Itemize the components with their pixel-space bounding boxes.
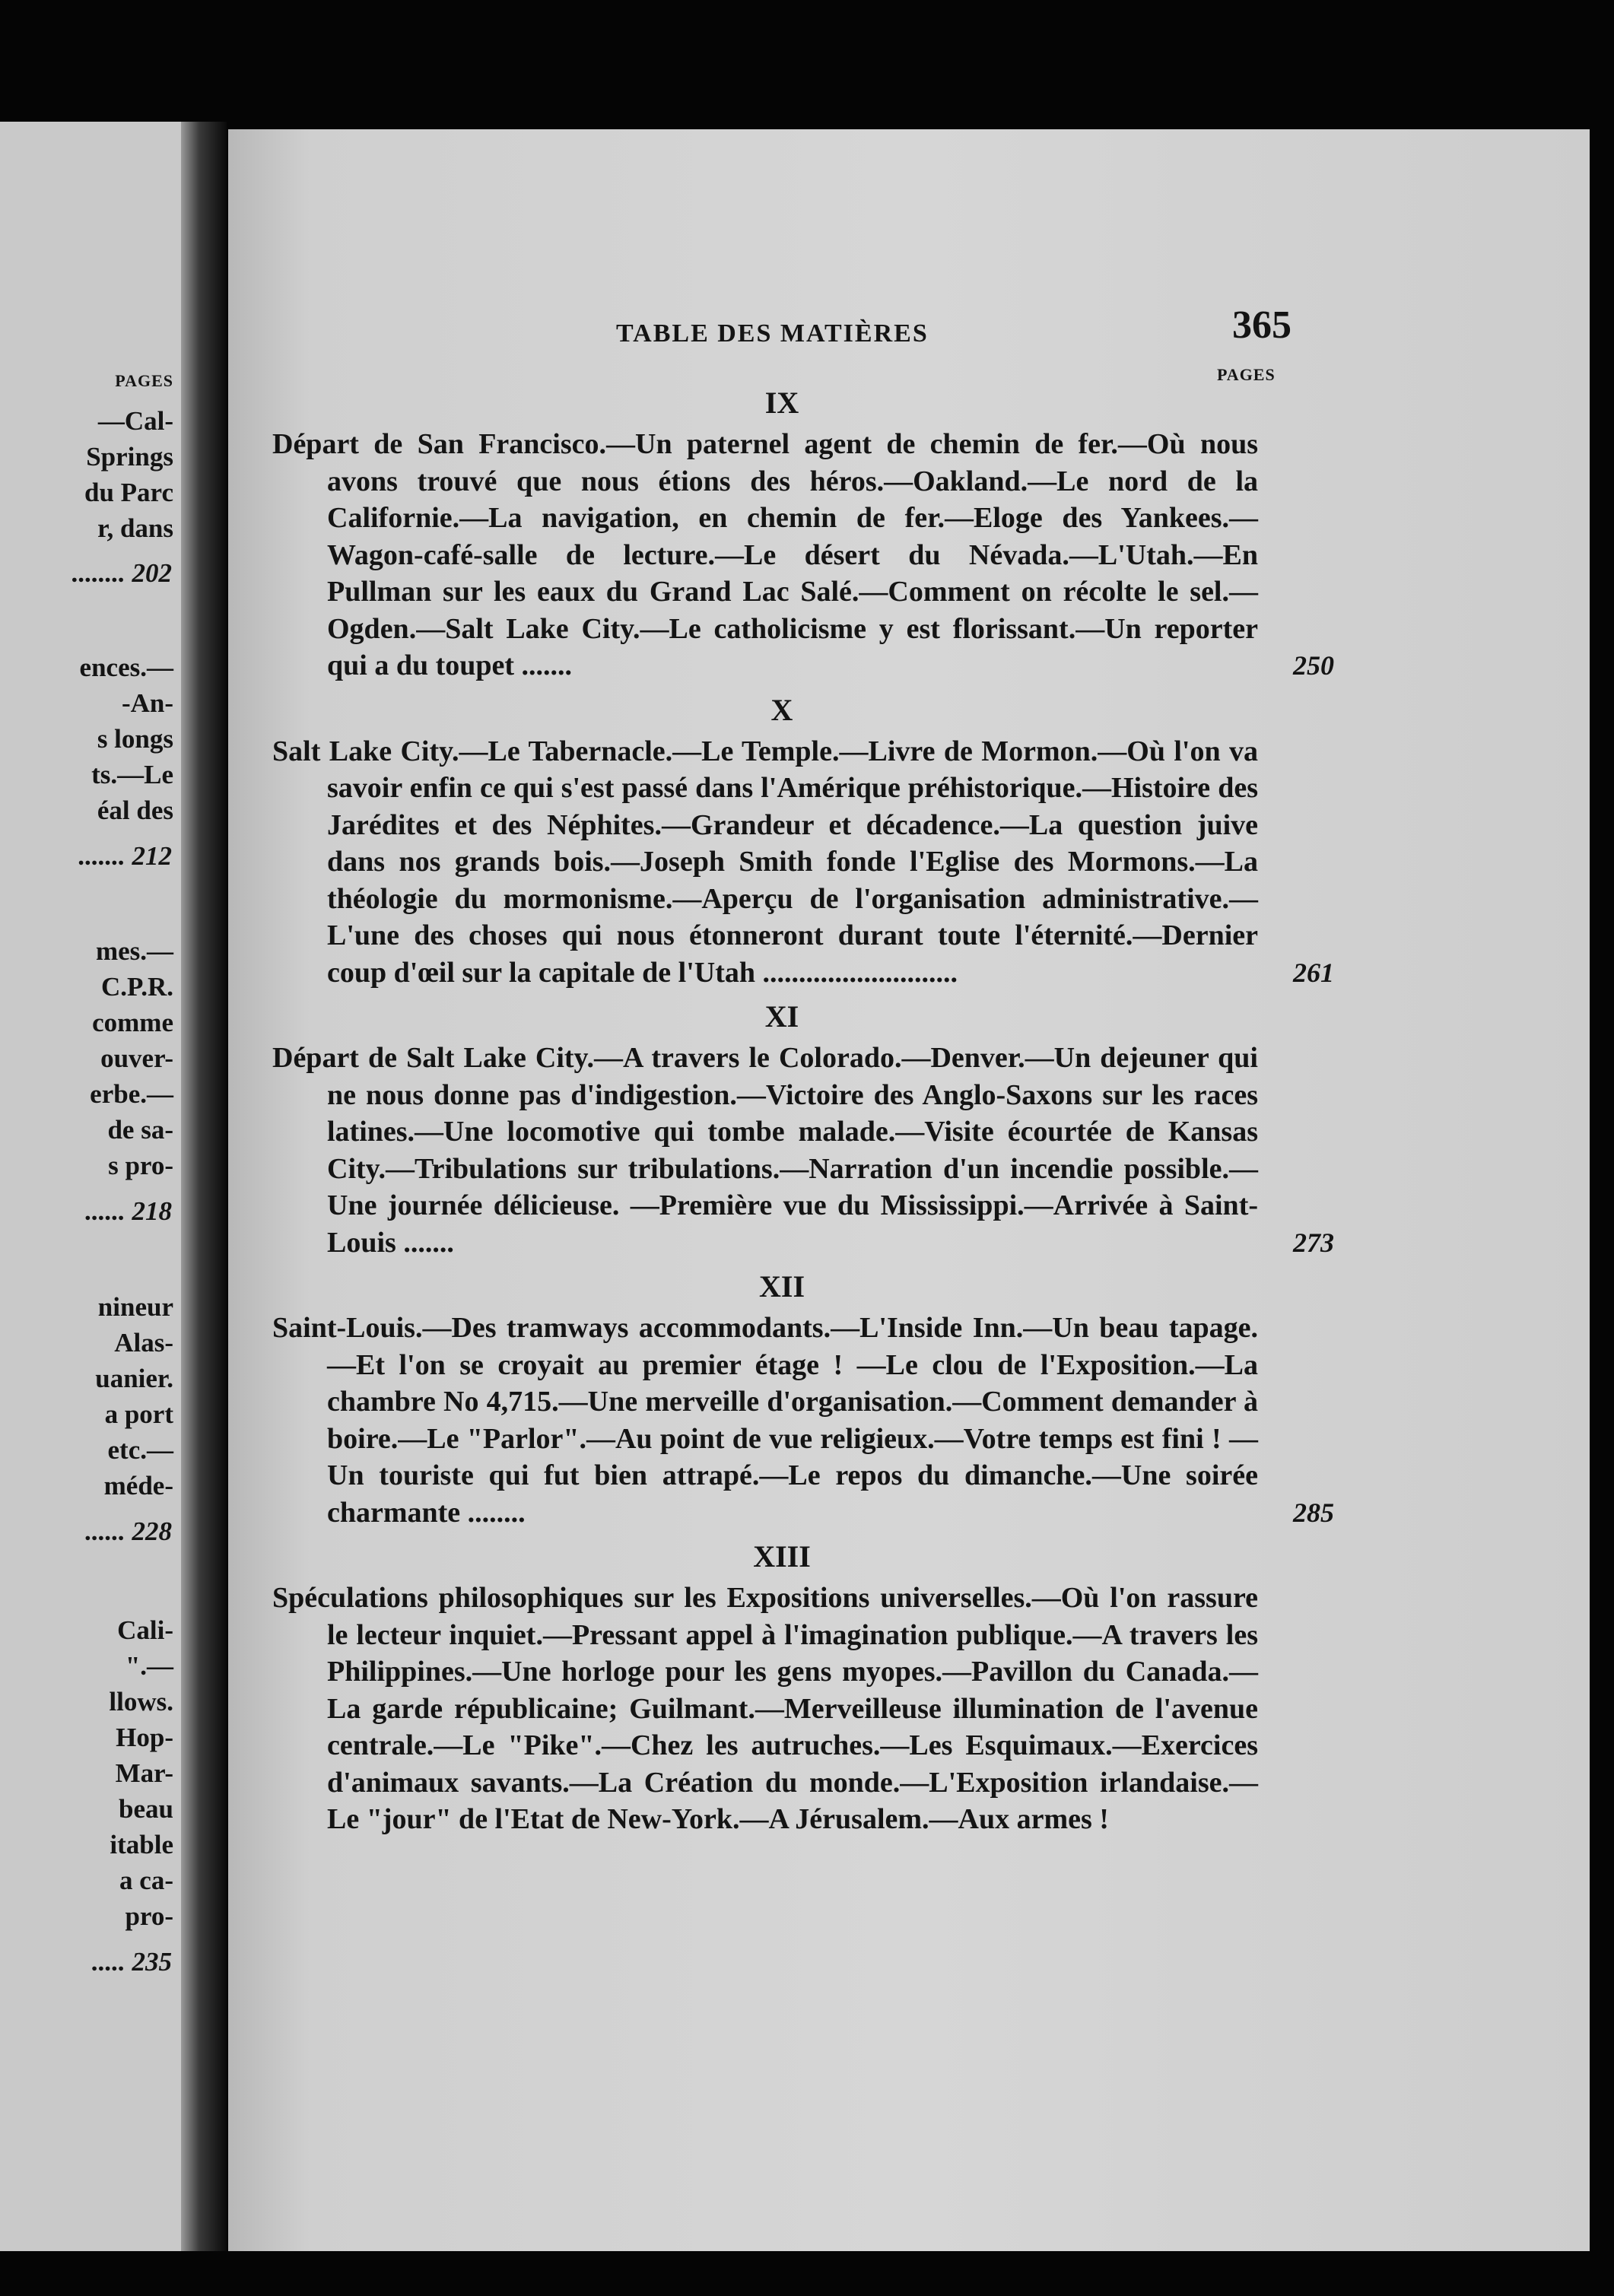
left-page-line: r, dans: [97, 513, 173, 543]
left-page-line: ...... 228: [85, 1516, 172, 1546]
left-page-line: ouver-: [100, 1043, 173, 1073]
left-page: [0, 122, 181, 2251]
left-page-line: Springs: [86, 442, 173, 472]
left-page-line: s pro-: [108, 1151, 173, 1180]
left-page-line: ences.—: [79, 653, 173, 682]
left-page-line: mes.—: [95, 936, 173, 966]
chapter-summary: Saint-Louis.—Des tramways accommodants.—L'Inside Inn.—Un beau tapage.—Et l'on se croyait au premier étage ! —Le clou de l'Exposition.—La chambre No 4,715.—Une merveille d'organisation.—Comment demander à boire.—Le "Parlor".—Au point de vue religieux.—Votre temps est fini ! —Un touriste qui fut bien attrapé.—Le repos du dimanche.—Une soirée charmante ........ 285: [272, 1312, 1334, 1529]
left-page-line: C.P.R.: [101, 972, 173, 1002]
chapter-summary: Départ de San Francisco.—Un paternel agent de chemin de fer.—Où nous avons trouvé que nous étions des héros.—Oakland.—Le nord de la Californie.—La navigation, en chemin de fer.—Eloge des Yankees.—Wagon-café-salle de lecture.—Le désert du Névada.—L'Utah.—En Pullman sur les eaux du Grand Lac Salé.—Comment on récolte le sel.—Ogden.—Salt Lake City.—Le catholicisme y est florissant.—Un reporter qui a du toupet ....... 250: [272, 428, 1334, 681]
left-page-line: —Cal-: [97, 406, 173, 436]
chapter-numeral: XII: [758, 1269, 805, 1304]
right-page: [228, 129, 1590, 2251]
left-page-line: éal des: [97, 796, 173, 825]
left-page-line: PAGES: [115, 371, 173, 390]
toc-chapter: [272, 1264, 1334, 1531]
chapter-summary-text: Départ de San Francisco.—Un paternel agent de chemin de fer.—Où nous avons trouvé que nous étions des héros.—Oakland.—Le nord de la Californie.—La navigation, en chemin de fer.—Eloge des Yankees.—Wagon-café-salle de lecture.—Le désert du Névada.—L'Utah.—En Pullman sur les eaux du Grand Lac Salé.—Comment on récolte le sel.—Ogden.—Salt Lake City.—Le catholicisme y est florissant.—Un reporter qui a du toupet .......: [272, 428, 1258, 681]
chapter-summary-text: Spéculations philosophiques sur les Expositions universelles.—Où l'on rassure le lecteur inquiet.—Pressant appel à l'imagination publique.—A travers les Philippines.—Une horloge pour les gens myopes.—Pavillon du Canada.—La garde républicaine; Guilmant.—Merveilleuse illumination de l'avenue centrale.—Le "Pike".—Chez les autruches.—Les Esquimaux.—Exercices d'animaux savants.—La Création du monde.—L'Exposition irlandaise.—Le "jour" de l'Etat de New-York.—A Jérusalem.—Aux armes !: [272, 1582, 1258, 1835]
toc-chapter: [272, 994, 1334, 1261]
chapter-summary: [272, 1580, 1258, 1838]
left-page-line: erbe.—: [90, 1079, 173, 1109]
chapter-summary: Salt Lake City.—Le Tabernacle.—Le Temple.—Livre de Mormon.—Où l'on va savoir enfin ce qui s'est passé dans l'Amérique préhistorique.—Histoire des Jarédites et des Néphites.—Grandeur et décadence.—La question juive dans nos grands bois.—Joseph Smith fonde l'Eglise des Mormons.—La théologie du mormonisme.—Aperçu de l'organisation administrative.—L'une des choses qui nous étonneront durant toute l'éternité.—Dernier coup d'œil sur la capitale de l'Utah ........................... 261: [272, 735, 1334, 989]
left-page-line: de sa-: [107, 1115, 173, 1145]
left-page-line: ........ 202: [71, 558, 172, 588]
left-page-line: Alas-: [114, 1328, 173, 1358]
left-page-line: a ca-: [119, 1866, 173, 1895]
book-gutter: [181, 122, 227, 2251]
left-page-line: itable: [110, 1830, 173, 1859]
chapter-numeral: X: [770, 692, 793, 727]
left-page-line: s longs: [97, 724, 173, 754]
chapter-summary-text: Saint-Louis.—Des tramways accommodants.—L'Inside Inn.—Un beau tapage.—Et l'on se croyait au premier étage ! —Le clou de l'Exposition.—La chambre No 4,715.—Une merveille d'organisation.—Comment demander à boire.—Le "Parlor".—Au point de vue religieux.—Votre temps est fini ! —Un touriste qui fut bien attrapé.—Le repos du dimanche.—Une soirée charmante ........: [272, 1312, 1258, 1529]
left-page-line: -An-: [121, 688, 173, 718]
toc-chapter: [272, 1534, 1292, 1838]
left-page-line: du Parc: [84, 478, 173, 507]
left-page-line: nineur: [97, 1292, 173, 1322]
left-page-line: pro-: [125, 1901, 173, 1931]
left-page-line: ts.—Le: [91, 760, 173, 789]
chapter-numeral: XIII: [753, 1539, 811, 1574]
chapter-summary-text: Départ de Salt Lake City.—A travers le Colorado.—Denver.—Un dejeuner qui ne nous donne pas d'indigestion.—Victoire des Anglo-Saxons sur les races latines.—Une locomotive qui tombe malade.—Visite écourtée de Kansas City.—Tribulations sur tribulations.—Narration d'un incendie possible.—Une journée délicieuse. —Première vue du Mississippi.—Arrivée à Saint-Louis .......: [272, 1042, 1258, 1259]
left-page-line: Hop-: [116, 1723, 173, 1752]
left-page-line: méde-: [103, 1471, 173, 1500]
page-number: 365: [1232, 303, 1292, 347]
left-page-line: beau: [119, 1794, 173, 1824]
left-page-line: llows.: [109, 1687, 173, 1716]
running-title: TABLE DES MATIÈRES: [616, 319, 929, 348]
toc-chapter: [272, 380, 1334, 684]
left-page-line: Cali-: [117, 1615, 173, 1645]
left-page-line: ".—: [125, 1651, 173, 1681]
table-of-contents: [272, 380, 1334, 1841]
left-page-line: comme: [92, 1008, 173, 1037]
chapter-numeral: XI: [764, 999, 799, 1034]
left-page-line: etc.—: [107, 1435, 173, 1465]
left-page-line: a port: [104, 1399, 173, 1429]
page-header: [228, 303, 1590, 348]
toc-chapter: [272, 688, 1334, 992]
left-page-line: ...... 218: [85, 1196, 172, 1226]
left-page-line: ..... 235: [92, 1947, 172, 1977]
left-page-line: uanier.: [95, 1364, 173, 1393]
left-page-line: ....... 212: [78, 841, 172, 871]
pages-column-label: PAGES: [1217, 365, 1276, 384]
chapter-summary-text: Salt Lake City.—Le Tabernacle.—Le Temple.—Livre de Mormon.—Où l'on va savoir enfin ce qui s'est passé dans l'Amérique préhistorique.—Histoire des Jarédites et des Néphites.—Grandeur et décadence.—La question juive dans nos grands bois.—Joseph Smith fonde l'Eglise des Mormons.—La théologie du mormonisme.—Aperçu de l'organisation administrative.—L'une des choses qui nous étonneront durant toute l'éternité.—Dernier coup d'œil sur la capitale de l'Utah ...........................: [272, 735, 1258, 989]
chapter-numeral: IX: [764, 386, 799, 420]
left-page-line: Mar-: [115, 1758, 173, 1788]
chapter-summary: Départ de Salt Lake City.—A travers le Colorado.—Denver.—Un dejeuner qui ne nous donne pas d'indigestion.—Victoire des Anglo-Saxons sur les races latines.—Une locomotive qui tombe malade.—Visite écourtée de Kansas City.—Tribulations sur tribulations.—Narration d'un incendie possible.—Une journée délicieuse. —Première vue du Mississippi.—Arrivée à Saint-Louis ....... 273: [272, 1042, 1334, 1259]
